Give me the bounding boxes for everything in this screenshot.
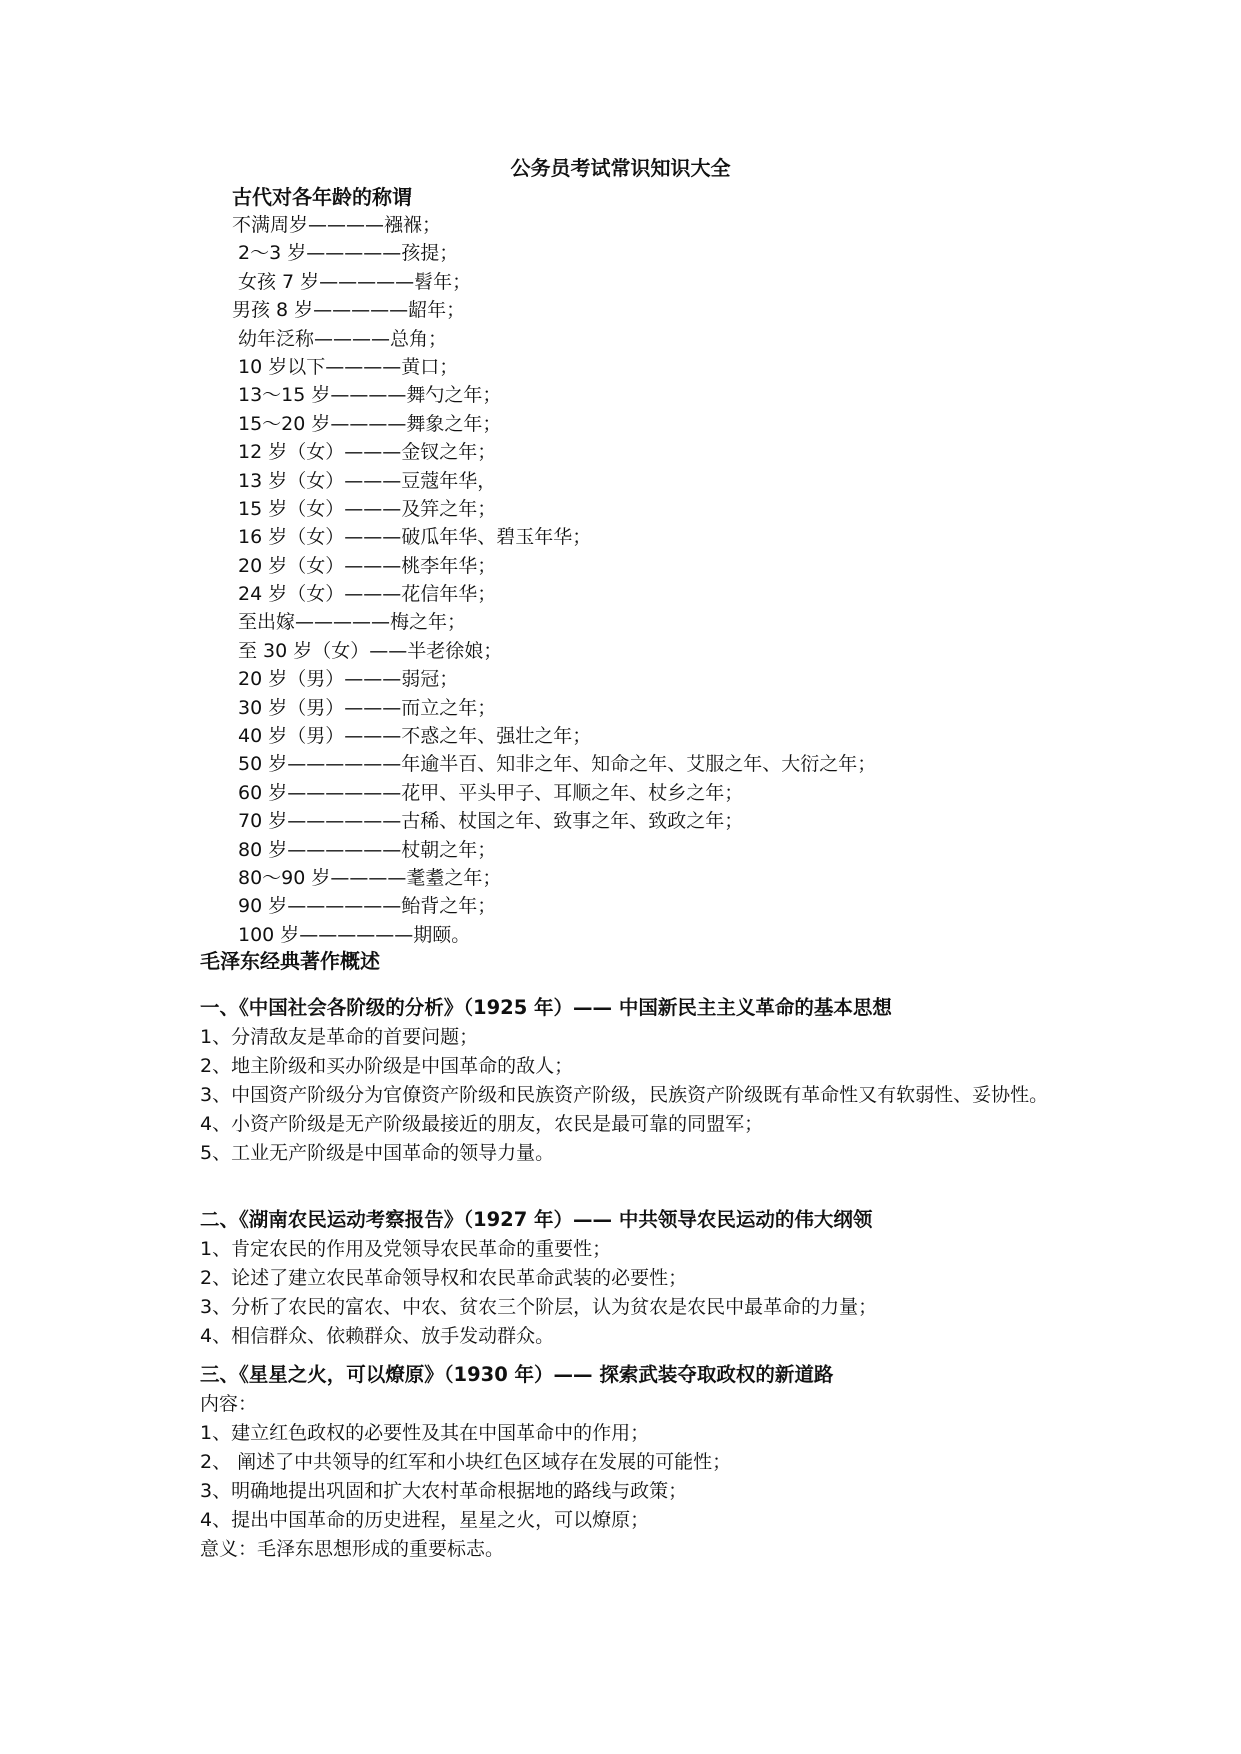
mao-section-3 <box>200 1360 1080 1564</box>
age-term-line: 男孩 8 岁—————龆年； <box>232 299 466 322</box>
age-term-line: 女孩 7 岁—————髫年； <box>238 270 472 293</box>
document-title: 公务员考试常识知识大全 <box>510 156 731 180</box>
age-term-line: 13～15 岁————舞勺之年； <box>238 384 502 407</box>
section-heading: 二、《湖南农民运动考察报告》（1927 年）—— 中共领导农民运动的伟大纲领 <box>200 1208 873 1231</box>
age-term-line: 2～3 岁—————孩提； <box>238 242 459 265</box>
age-terms-list <box>232 211 876 949</box>
age-term-line: 至 30 岁（女）——半老徐娘； <box>238 639 503 662</box>
section-line: 内容： <box>200 1393 258 1415</box>
age-term-line: 20 岁（女）———桃李年华； <box>238 554 497 577</box>
age-term-line: 80 岁——————杖朝之年； <box>238 838 497 861</box>
section-line: 1、肯定农民的作用及党领导农民革命的重要性； <box>200 1238 612 1260</box>
section-line: 3、分析了农民的富农、中农、贫农三个阶层，认为贫农是农民中最革命的力量； <box>200 1296 878 1318</box>
mao-works-heading: 毛泽东经典著作概述 <box>200 949 380 973</box>
section-line: 3、中国资产阶级分为官僚资产阶级和民族资产阶级，民族资产阶级既有革命性又有软弱性、妥协性。 <box>200 1084 1049 1106</box>
age-term-line: 24 岁（女）———花信年华； <box>238 583 497 606</box>
age-term-line: 70 岁——————古稀、杖国之年、致事之年、致政之年； <box>238 810 744 833</box>
section-line: 1、分清敌友是革命的首要问题； <box>200 1026 479 1048</box>
age-term-line: 15 岁（女）———及笄之年； <box>238 497 497 520</box>
section-line: 4、提出中国革命的历史进程，星星之火，可以燎原； <box>200 1509 650 1531</box>
age-term-line: 16 岁（女）———破瓜年华、碧玉年华； <box>238 526 592 549</box>
section-heading: 三、《星星之火，可以燎原》（1930 年）—— 探索武装夺取政权的新道路 <box>200 1363 834 1386</box>
age-term-line: 100 岁——————期颐。 <box>238 923 471 946</box>
section-line: 1、建立红色政权的必要性及其在中国革命中的作用； <box>200 1422 650 1444</box>
section-line: 意义：毛泽东思想形成的重要标志。 <box>200 1538 505 1560</box>
age-term-line: 10 岁以下————黄口； <box>238 355 459 378</box>
age-term-line: 不满周岁————襁褓； <box>232 214 442 236</box>
section-line: 4、小资产阶级是无产阶级最接近的朋友，农民是最可靠的同盟军； <box>200 1113 764 1135</box>
section-line: 4、相信群众、依赖群众、放手发动群众。 <box>200 1325 555 1347</box>
section-line: 5、工业无产阶级是中国革命的领导力量。 <box>200 1142 555 1164</box>
age-term-line: 60 岁——————花甲、平头甲子、耳顺之年、杖乡之年； <box>238 781 744 804</box>
age-term-line: 80～90 岁————耄耋之年； <box>238 866 502 889</box>
section-line: 2、 阐述了中共领导的红军和小块红色区域存在发展的可能性； <box>200 1451 732 1473</box>
age-term-line: 50 岁——————年逾半百、知非之年、知命之年、艾服之年、大衍之年； <box>238 753 877 776</box>
section-heading: 一、《中国社会各阶级的分析》（1925 年）—— 中国新民主主义革命的基本思想 <box>200 996 892 1019</box>
age-term-line: 至出嫁—————梅之年； <box>238 611 467 634</box>
age-term-line: 12 岁（女）———金钗之年； <box>238 441 497 464</box>
mao-section-1 <box>200 993 1080 1168</box>
age-term-line: 幼年泛称————总角； <box>238 327 448 350</box>
section-line: 2、论述了建立农民革命领导权和农民革命武装的必要性； <box>200 1267 688 1289</box>
mao-section-2 <box>200 1205 1080 1351</box>
section-line: 2、地主阶级和买办阶级是中国革命的敌人； <box>200 1055 574 1077</box>
age-term-line: 13 岁（女）———豆蔻年华， <box>238 469 497 492</box>
age-term-line: 20 岁（男）———弱冠； <box>238 668 459 691</box>
section-line: 3、明确地提出巩固和扩大农村革命根据地的路线与政策； <box>200 1480 688 1502</box>
age-term-line: 30 岁（男）———而立之年； <box>238 696 497 719</box>
age-term-line: 40 岁（男）———不惑之年、强壮之年； <box>238 725 592 748</box>
age-term-line: 15～20 岁————舞象之年； <box>238 412 502 435</box>
age-term-line: 90 岁——————鲐背之年； <box>238 895 497 918</box>
age-terms-heading: 古代对各年龄的称谓 <box>232 185 412 209</box>
